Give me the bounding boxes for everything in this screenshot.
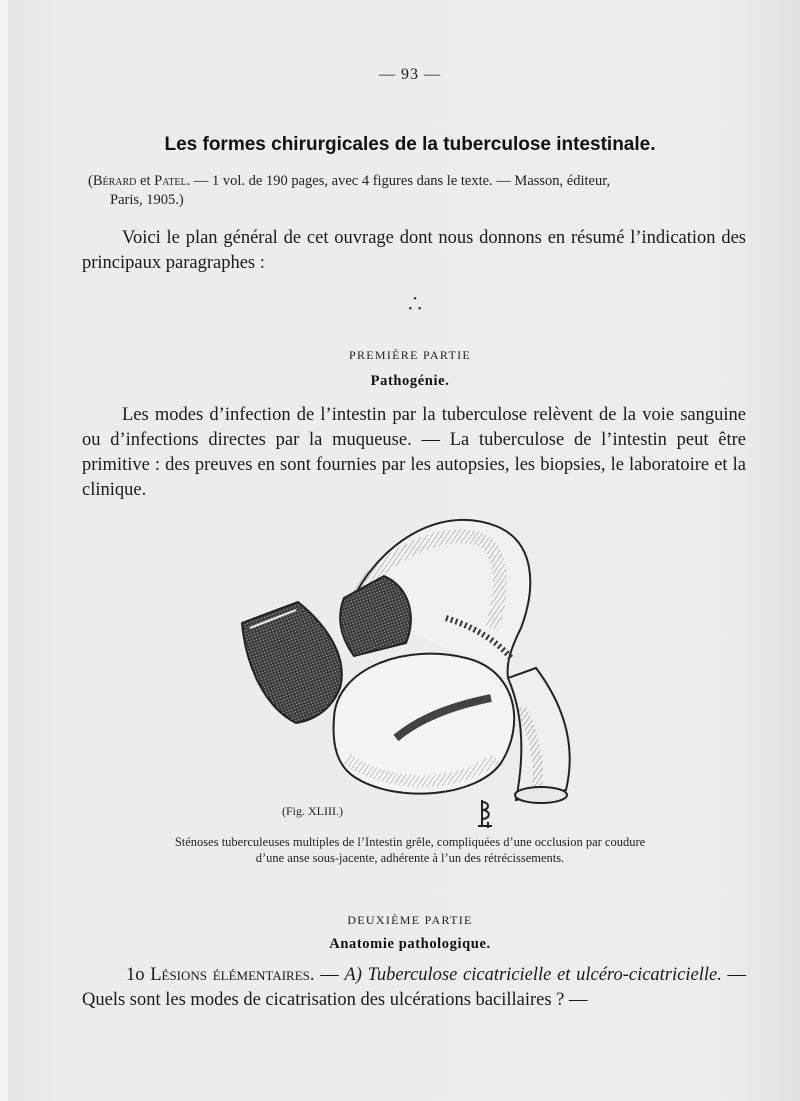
intestine-illustration <box>236 508 586 804</box>
section-heading-anatomie: Anatomie pathologique. <box>329 936 491 952</box>
page-number: — 93 — <box>379 66 441 83</box>
lesions-question: — Quels sont les modes de cicatrisation des ulcérations bacillaires ? — <box>82 965 747 1010</box>
intro-paragraph <box>82 226 746 276</box>
page-edge <box>0 0 8 1101</box>
pathogenie-text: Les modes d’infection de l’intestin par la tuberculose relèvent de la voie sanguine ou d’infections directes par la muqueuse. — La tuberculose de l’intestin peut être primitive : des preuves en sont fournies par les autopsies, les biopsies, le laboratoire et la clinique. <box>82 405 746 500</box>
lesions-dash: — <box>314 965 345 985</box>
part-one-heading: PREMIÈRE PARTIE <box>348 348 471 362</box>
bibliographic-reference <box>88 172 748 210</box>
caption-line-1: Sténoses tuberculeuses multiples de l’Intestin grêle, compliquées d’une occlusion par coudure <box>174 835 646 849</box>
lesions-italic-title: A) Tuberculose cicatricielle et ulcéro-cicatricielle. <box>344 965 722 985</box>
artist-monogram-icon <box>476 798 496 830</box>
pathogenie-paragraph <box>82 403 746 503</box>
intro-text: Voici le plan général de cet ouvrage dont nous donnons en résumé l’indication des principaux paragraphes : <box>82 228 746 273</box>
reference-open-paren: ( <box>88 173 93 189</box>
figure-label: (Fig. XLIII.) <box>282 804 343 818</box>
lesions-number: 1o <box>126 965 145 985</box>
part-two-heading: DEUXIÈME PARTIE <box>347 913 473 927</box>
reference-author-2: Patel <box>154 173 187 189</box>
section-heading-pathogenie: Pathogénie. <box>370 373 450 389</box>
lesions-label: Lésions élémentaires. <box>150 965 315 985</box>
reference-author-1: Bérard <box>92 173 137 189</box>
article-title: Les formes chirurgicales de la tuberculose intestinale. <box>164 134 656 155</box>
caption-line-2: d’une anse sous-jacente, adhérente à l’un des rétrécissements. <box>255 851 565 865</box>
reference-connector: et <box>140 173 151 189</box>
reference-details: . — 1 vol. de 190 pages, avec 4 figures dans le texte. — Masson, éditeur, <box>186 173 611 189</box>
lesions-paragraph <box>82 963 746 1013</box>
asterism-ornament: • • • <box>408 293 422 315</box>
figure-caption <box>100 834 720 866</box>
reference-line-2: Paris, 1905.) <box>110 192 184 208</box>
